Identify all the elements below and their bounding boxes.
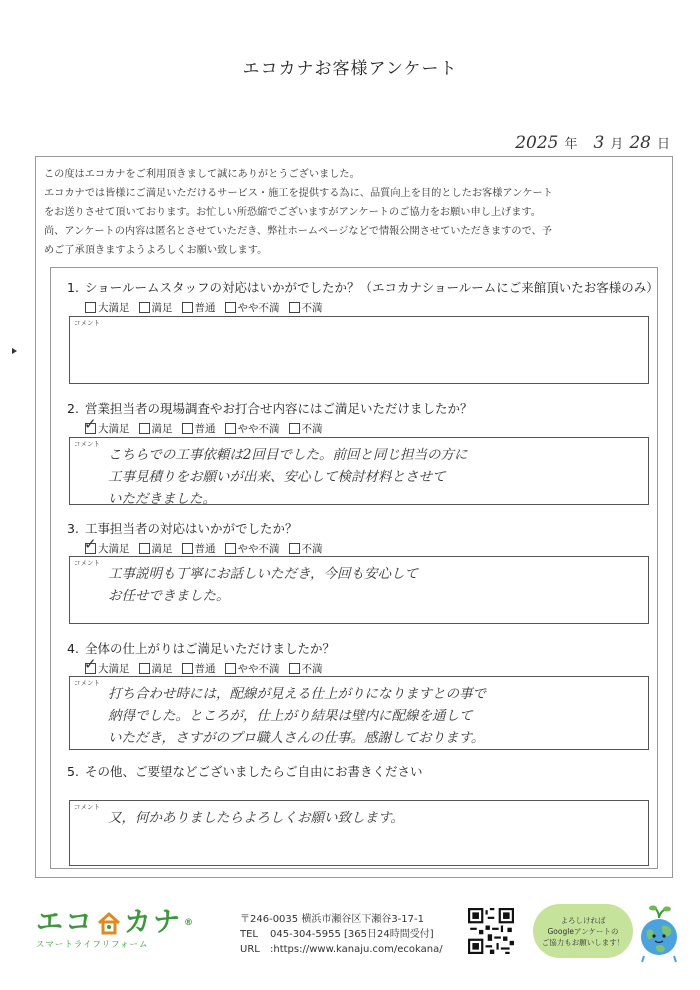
rating-options [85,421,323,436]
question-number: 5. [67,764,79,779]
question-text [67,519,297,537]
rating-option[interactable] [289,541,323,556]
rating-option[interactable] [139,661,173,676]
rating-option[interactable] [182,300,216,315]
rating-option[interactable] [139,300,173,315]
date-year: 2025 [515,133,559,153]
rating-option[interactable] [289,421,323,436]
rating-checkbox[interactable] [182,302,193,313]
comment-box[interactable] [69,316,649,384]
question-text [67,639,335,657]
question-label: その他、ご要望などございましたらご自由にお書きください [84,764,423,779]
ecokana-logo [36,908,195,950]
comment-label: コメント [74,319,100,327]
comment-label: コメント [74,559,100,567]
page-title: エコカナお客様アンケート [242,59,458,79]
rating-option[interactable] [225,661,280,676]
tel-label: TEL [240,929,258,940]
rating-option[interactable] [139,541,173,556]
logo-subtitle: スマートライフリフォーム [36,940,149,950]
rating-option-label: 不満 [301,543,323,555]
intro-line: 尚、アンケートの内容は匿名とさせていただき、弊社ホームページなどで情報公開させていただきますので、予 [44,226,552,237]
margin-arrow-icon [12,348,17,354]
rating-option-label: やや不満 [237,663,280,675]
rating-option-label: 普通 [194,302,216,314]
rating-checkbox[interactable] [182,663,193,674]
intro-line: エコカナでは皆様にご満足いただけるサービス・施工を提供する為に、品質向上を目的としたお客様アンケート [44,188,553,199]
rating-checkbox[interactable] [85,663,96,674]
rating-option-label: やや不満 [237,543,280,555]
comment-label: コメント [74,679,100,687]
comment-box[interactable] [69,437,649,505]
rating-option-label: 不満 [301,663,323,675]
rating-option[interactable] [85,300,130,315]
bubble-line: ご協力もお願いします！ [541,937,625,947]
survey-date [515,133,670,153]
rating-option-label: 普通 [194,543,216,555]
rating-option-label: 不満 [301,423,323,435]
intro-text [44,165,664,260]
house-icon [96,910,122,936]
tel-number: 045-304-5955 [365日24時間受付] [270,929,434,940]
rating-option-label: 満足 [151,663,173,675]
rating-checkbox[interactable] [225,663,236,674]
rating-checkbox[interactable] [289,663,300,674]
comment-text: 打ち合わせ時には，配線が見える仕上がりになりますとの事で 納得でした。ところが，仕上がり結果は壁内に配線を通して いただき，さすがのプロ職人さんの仕事。感謝しております。 [108,686,486,746]
rating-options [85,300,323,315]
comment-label: コメント [74,803,100,811]
rating-option-label: やや不満 [237,423,280,435]
comment-box[interactable] [69,800,649,866]
qr-code-icon[interactable] [468,908,514,954]
rating-checkbox[interactable] [225,423,236,434]
rating-checkbox[interactable] [289,423,300,434]
questions-section [50,267,658,869]
date-day: 28 [629,133,651,153]
rating-options [85,541,323,556]
rating-option-label: 満足 [151,302,173,314]
rating-option[interactable] [289,661,323,676]
rating-option[interactable] [289,300,323,315]
question-number: 4. [67,641,79,656]
question-text [67,762,422,780]
intro-line: めご了承頂きますようよろしくお願い致します。 [44,245,268,256]
rating-option[interactable] [225,541,280,556]
logo-main-2: カナ [124,907,182,938]
question-label: 全体の仕上がりはご満足いただけましたか？ [84,641,335,656]
rating-option-label: 大満足 [98,663,130,675]
date-year-label: 年 [564,137,578,152]
company-address: 〒246-0035 横浜市瀬谷区下瀬谷3-17-1 [240,914,424,925]
rating-checkbox[interactable] [139,302,150,313]
intro-line: をお送りさせて頂いております。お忙しい所恐縮でございますがアンケートのご協力をお願い申し上げます。 [44,207,541,218]
registered-mark: ® [184,918,195,928]
rating-checkbox[interactable] [289,543,300,554]
comment-text: こちらでの工事依頼は2回目でした。前回と同じ担当の方に 工事見積りをお願いが出来、安心して検討材料とさせて いただきました。 [108,447,468,507]
rating-checkbox[interactable] [85,302,96,313]
bubble-line: よろしければ [560,915,606,925]
earth-mascot-icon [634,904,684,964]
rating-checkbox[interactable] [139,663,150,674]
survey-box [35,156,673,878]
rating-checkbox[interactable] [85,423,96,434]
google-survey-bubble[interactable] [533,904,633,958]
bubble-line: Googleアンケートの [547,926,619,936]
question-text [67,278,659,296]
comment-box[interactable] [69,676,649,750]
rating-options [85,661,323,676]
rating-option[interactable] [85,541,130,556]
rating-checkbox[interactable] [182,423,193,434]
logo-main-1: エコ [36,907,94,938]
rating-option[interactable] [85,661,130,676]
company-info [240,912,443,957]
rating-option[interactable] [85,421,130,436]
rating-option[interactable] [182,661,216,676]
question-number: 3. [67,521,79,536]
comment-text: 又，何かありましたらよろしくお願い致します。 [108,810,404,826]
date-day-label: 日 [656,137,670,152]
question-number: 2. [67,401,79,416]
rating-option[interactable] [182,421,216,436]
rating-option-label: やや不満 [237,302,280,314]
rating-option[interactable] [225,421,280,436]
comment-label: コメント [74,440,100,448]
rating-option[interactable] [182,541,216,556]
comment-text: 工事説明も丁寧にお話しいただき，今回も安心して お任せできました。 [108,566,418,604]
rating-option-label: 普通 [194,423,216,435]
rating-option-label: 満足 [151,423,173,435]
rating-option-label: 不満 [301,302,323,314]
rating-checkbox[interactable] [289,302,300,313]
rating-checkbox[interactable] [225,302,236,313]
rating-option[interactable] [225,300,280,315]
date-month-label: 月 [610,137,624,152]
url-label: URL [240,944,260,955]
rating-checkbox[interactable] [225,543,236,554]
question-label: 営業担当者の現場調査やお打合せ内容にはご満足いただけましたか？ [84,401,473,416]
comment-box[interactable] [69,556,649,624]
rating-option-label: 普通 [194,663,216,675]
rating-option[interactable] [139,421,173,436]
rating-checkbox[interactable] [139,543,150,554]
rating-checkbox[interactable] [182,543,193,554]
question-label: ショールームスタッフの対応はいかがでしたか？（エコカナショールームにご来館頂いたお客様のみ） [84,280,659,295]
rating-option-label: 満足 [151,543,173,555]
question-number: 1. [67,280,79,295]
question-text [67,399,472,417]
rating-checkbox[interactable] [139,423,150,434]
footer [0,890,700,990]
intro-line: この度はエコカナをご利用頂きまして誠にありがとうございました。 [44,169,360,180]
question-label: 工事担当者の対応はいかがでしたか？ [84,521,298,536]
rating-option-label: 大満足 [98,302,130,314]
rating-option-label: 大満足 [98,543,130,555]
date-month: 3 [593,133,605,153]
rating-option-label: 大満足 [98,423,130,435]
rating-checkbox[interactable] [85,543,96,554]
url-link[interactable]: :https://www.kanaju.com/ecokana/ [270,944,443,955]
